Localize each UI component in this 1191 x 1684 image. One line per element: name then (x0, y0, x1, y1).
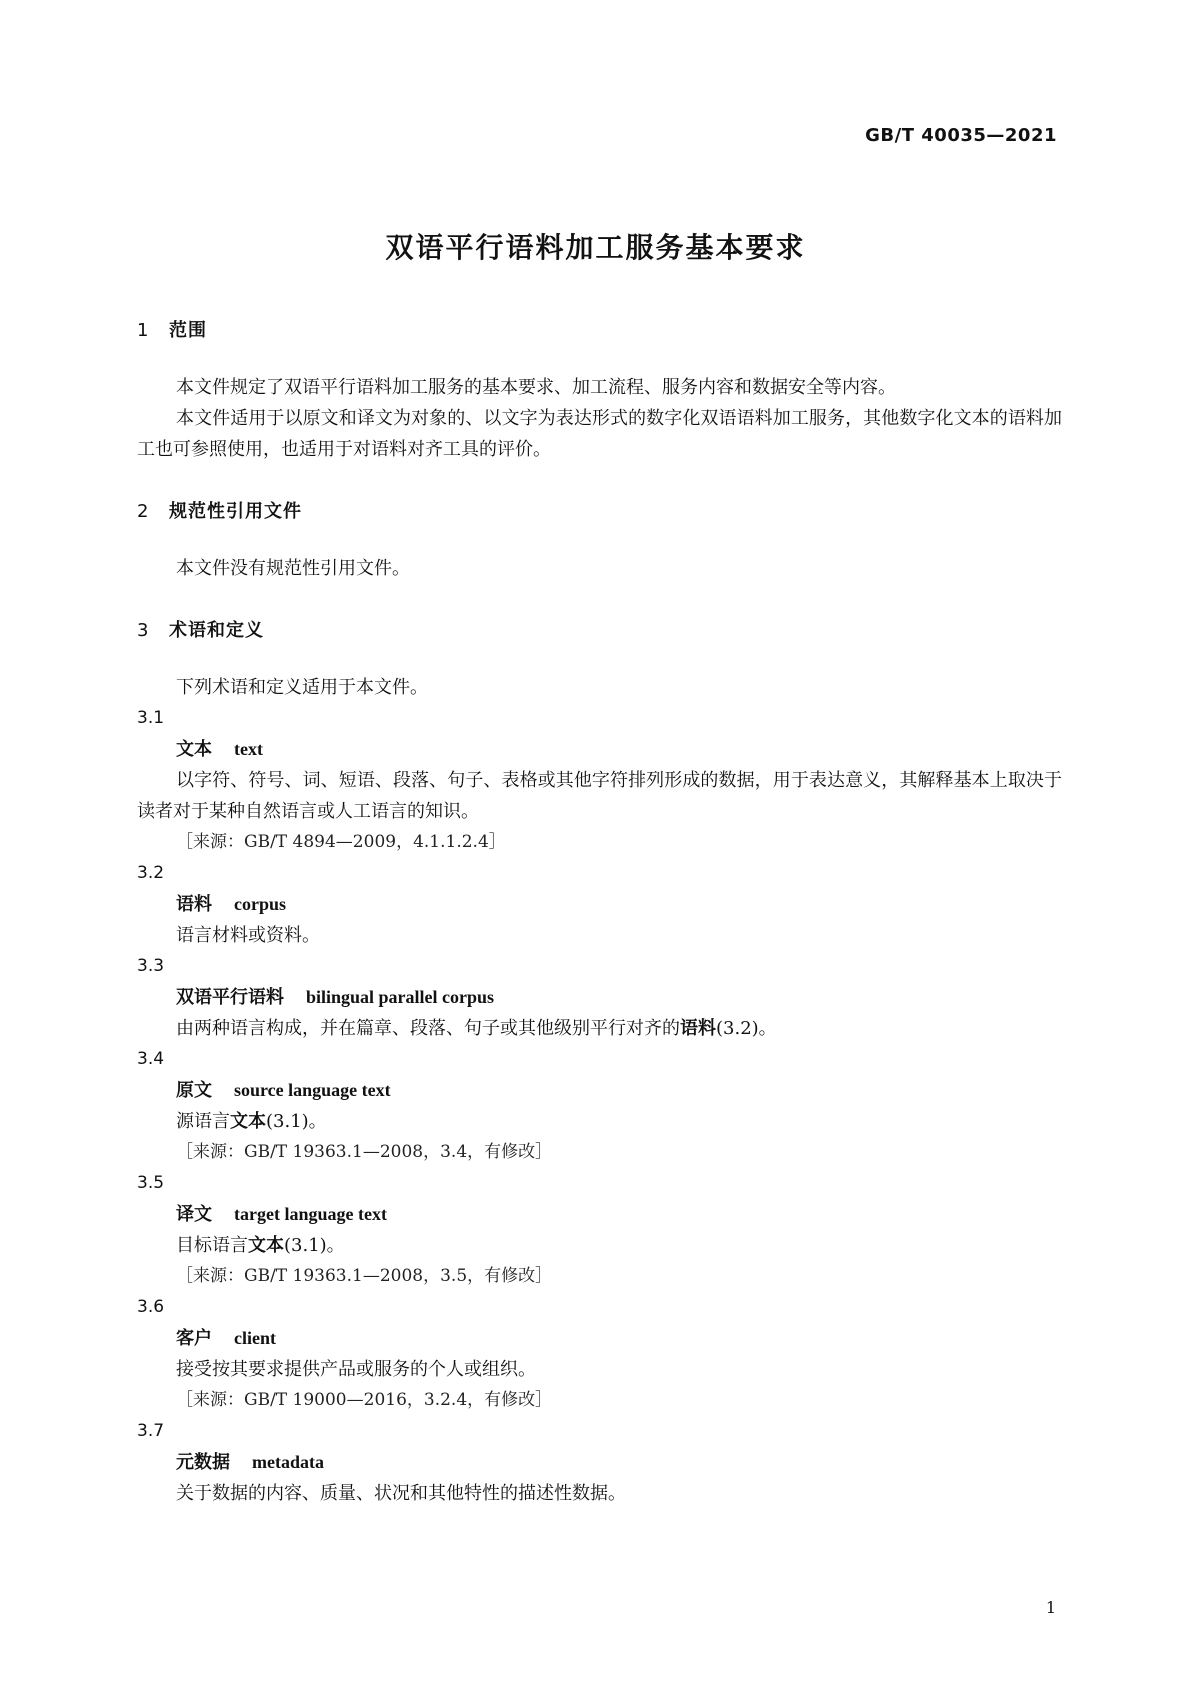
section-number: 2 (137, 501, 150, 522)
term-definition (137, 1106, 1062, 1137)
term-cross-reference: 文本 (230, 1111, 266, 1132)
term-source: ［来源：GB/T 4894—2009，4.1.1.2.4］ (176, 832, 506, 852)
term-zh: 原文 (176, 1080, 212, 1101)
term-number: 3.1 (137, 708, 165, 728)
term-definition (137, 1013, 1062, 1044)
definition-text: (3.2)。 (716, 1018, 777, 1039)
term-en: bilingual parallel corpus (306, 987, 495, 1007)
term-zh: 译文 (176, 1204, 212, 1225)
term-number: 3.3 (137, 956, 165, 976)
page-number: 1 (1045, 1598, 1056, 1617)
term-definition: 语言材料或资料。 (176, 925, 320, 946)
term-en: source language text (234, 1080, 391, 1100)
term-entry (137, 734, 1062, 765)
term-number: 3.7 (137, 1421, 165, 1441)
term-entry (137, 1075, 1062, 1106)
term-zh: 客户 (176, 1328, 212, 1349)
term-number: 3.2 (137, 863, 165, 883)
scope-paragraph-1: 本文件规定了双语平行语料加工服务的基本要求、加工流程、服务内容和数据安全等内容。 (176, 377, 896, 398)
term-entry (137, 982, 1062, 1013)
term-zh: 元数据 (176, 1452, 230, 1473)
section-title: 术语和定义 (169, 620, 264, 641)
normative-references-paragraph: 本文件没有规范性引用文件。 (176, 558, 410, 579)
term-number: 3.6 (137, 1297, 165, 1317)
definition-text: 由两种语言构成，并在篇章、段落、句子或其他级别平行对齐的 (176, 1018, 680, 1039)
term-zh: 文本 (176, 739, 212, 760)
term-source: ［来源：GB/T 19363.1—2008，3.5，有修改］ (176, 1266, 553, 1286)
term-number: 3.4 (137, 1049, 165, 1069)
term-source: ［来源：GB/T 19363.1—2008，3.4，有修改］ (176, 1142, 553, 1162)
definition-text: (3.1)。 (284, 1235, 345, 1256)
document-body (137, 318, 1062, 1509)
term-en: text (234, 739, 263, 759)
term-definition (137, 1230, 1062, 1261)
term-en: client (234, 1328, 276, 1348)
definition-text: 目标语言 (176, 1235, 248, 1256)
term-zh: 语料 (176, 894, 212, 915)
term-cross-reference: 语料 (680, 1018, 716, 1039)
standard-number: GB/T 40035—2021 (865, 125, 1057, 146)
term-entry (137, 1447, 1062, 1478)
term-en: corpus (234, 894, 287, 914)
definition-text: 源语言 (176, 1111, 230, 1132)
document-title: 双语平行语料加工服务基本要求 (385, 231, 806, 264)
term-entry (137, 889, 1062, 920)
term-definition: 以字符、符号、词、短语、段落、句子、表格或其他字符排列形成的数据，用于表达意义，其解释基本上取决于读者对于某种自然语言或人工语言的知识。 (137, 770, 1062, 822)
scope-paragraph-2: 本文件适用于以原文和译文为对象的、以文字为表达形式的数字化双语语料加工服务，其他数字化文本的语料加工也可参照使用，也适用于对语料对齐工具的评价。 (137, 408, 1062, 460)
terms-intro: 下列术语和定义适用于本文件。 (176, 677, 428, 698)
section-heading-terms (137, 618, 1062, 644)
term-number: 3.5 (137, 1173, 165, 1193)
term-source: ［来源：GB/T 19000—2016，3.2.4，有修改］ (176, 1390, 553, 1410)
definition-text: (3.1)。 (266, 1111, 327, 1132)
section-title: 规范性引用文件 (169, 501, 302, 522)
section-heading-normative-references (137, 499, 1062, 525)
term-definition: 关于数据的内容、质量、状况和其他特性的描述性数据。 (176, 1483, 626, 1504)
term-en: target language text (234, 1204, 387, 1224)
term-definition: 接受按其要求提供产品或服务的个人或组织。 (176, 1359, 536, 1380)
section-heading-scope (137, 318, 1062, 344)
section-number: 1 (137, 320, 150, 341)
term-cross-reference: 文本 (248, 1235, 284, 1256)
term-entry (137, 1323, 1062, 1354)
term-zh: 双语平行语料 (176, 987, 284, 1008)
section-title: 范围 (169, 320, 207, 341)
term-en: metadata (252, 1452, 324, 1472)
term-entry (137, 1199, 1062, 1230)
section-number: 3 (137, 620, 150, 641)
